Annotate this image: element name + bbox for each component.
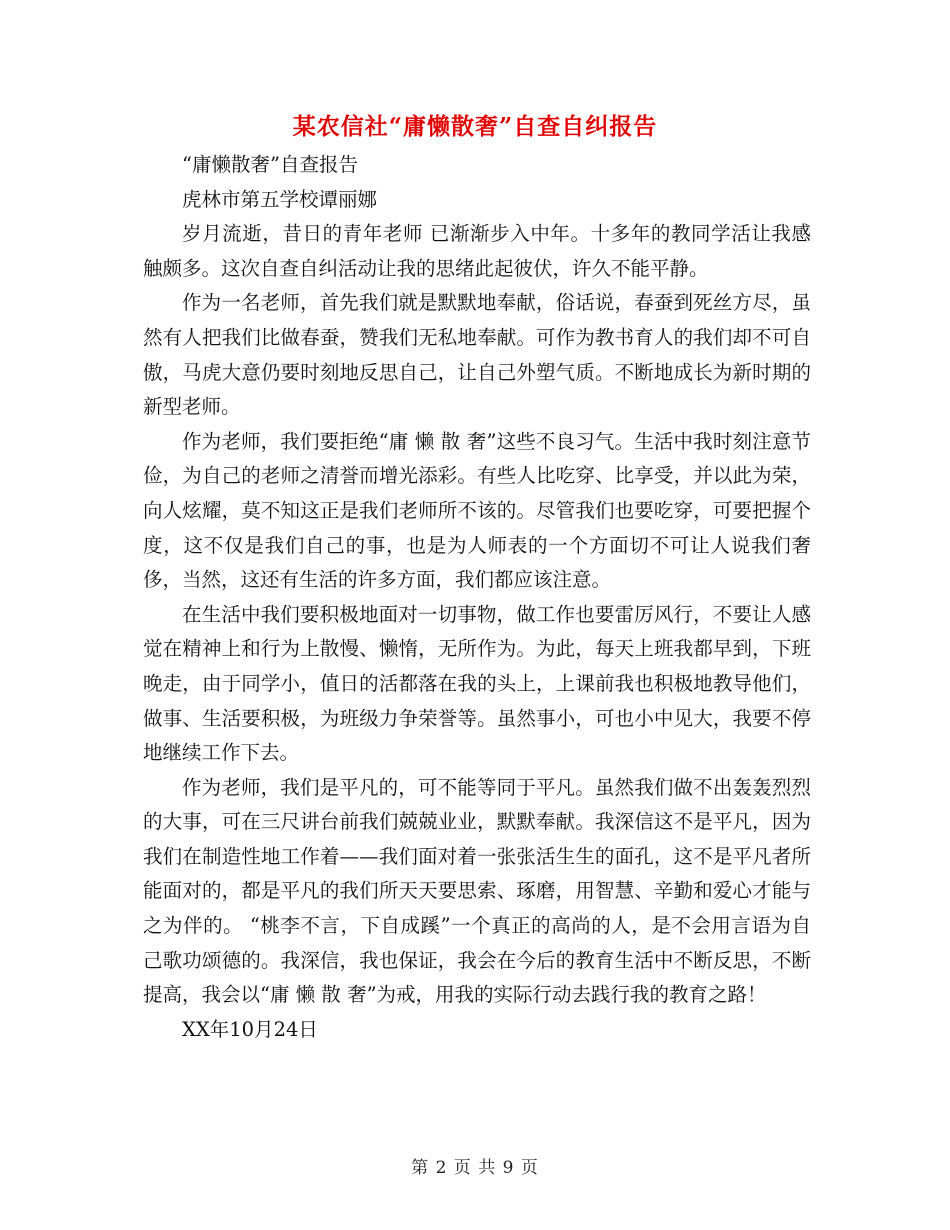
- page-number-footer: 第 2 页 共 9 页: [411, 1158, 539, 1178]
- document-title: 某农信社“庸懒散奢”自查自纠报告: [292, 113, 658, 140]
- document-body: [143, 148, 811, 1047]
- body-paragraph: 在生活中我们要积极地面对一切事物，做工作也要雷厉风行，不要让人感觉在精神上和行为上散慢、懒惰，无所作为。为此，每天上班我都早到，下班晚走，由于同学小，值日的活都落在我的头上，上课前我也积极地教导他们，做事、生活要积极，为班级力争荣誉等。虽然事小，可也小中见大，我要不停地继续工作下去。: [143, 602, 811, 765]
- body-paragraph: 岁月流逝，昔日的青年老师 已渐渐步入中年。十多年的教同学活让我感触颇多。这次自查自纠活动让我的思绪此起彼伏，许久不能平静。: [143, 222, 811, 280]
- body-paragraph: 作为老师，我们要拒绝“庸 懒 散 奢”这些不良习气。生活中我时刻注意节俭，为自己的老师之清誉而增光添彩。有些人比吃穿、比享受，并以此为荣，向人炫耀，莫不知这正是我们老师所不该的。尽管我们也要吃穿，可要把握个度，这不仅是我们自己的事，也是为人师表的一个方面切不可让人说我们奢侈，当然，这还有生活的许多方面，我们都应该注意。: [143, 429, 811, 592]
- body-paragraph: 作为老师，我们是平凡的，可不能等同于平凡。虽然我们做不出轰轰烈烈的大事，可在三尺讲台前我们兢兢业业，默默奉献。我深信这不是平凡，因为我们在制造性地工作着——我们面对着一张张活生生的面孔，这不是平凡者所能面对的，都是平凡的我们所天天要思索、琢磨，用智慧、辛勤和爱心才能与之为伴的。 “桃李不言，下自成蹊”一个真正的高尚的人，是不会用言语为自己歌功颂德的。我深信，我也保证，我会在今后的教育生活中不断反思，不断提高，我会以“庸 懒 散 奢”为戒，用我的实际行动去践行我的教育之路！: [143, 775, 811, 1007]
- body-paragraph: 作为一名老师，首先我们就是默默地奉献，俗话说，春蚕到死丝方尽，虽然有人把我们比做春蚕，赞我们无私地奉献。可作为教书育人的我们却不可自傲，马虎大意仍要时刻地反思自己，让自己外塑气质。不断地成长为新时期的新型老师。: [143, 291, 811, 419]
- author-line: 虎林市第五学校谭丽娜: [182, 187, 378, 211]
- report-subtitle: “庸懒散奢”自查报告: [182, 153, 358, 176]
- date-line: XX年10月24日: [182, 1017, 318, 1041]
